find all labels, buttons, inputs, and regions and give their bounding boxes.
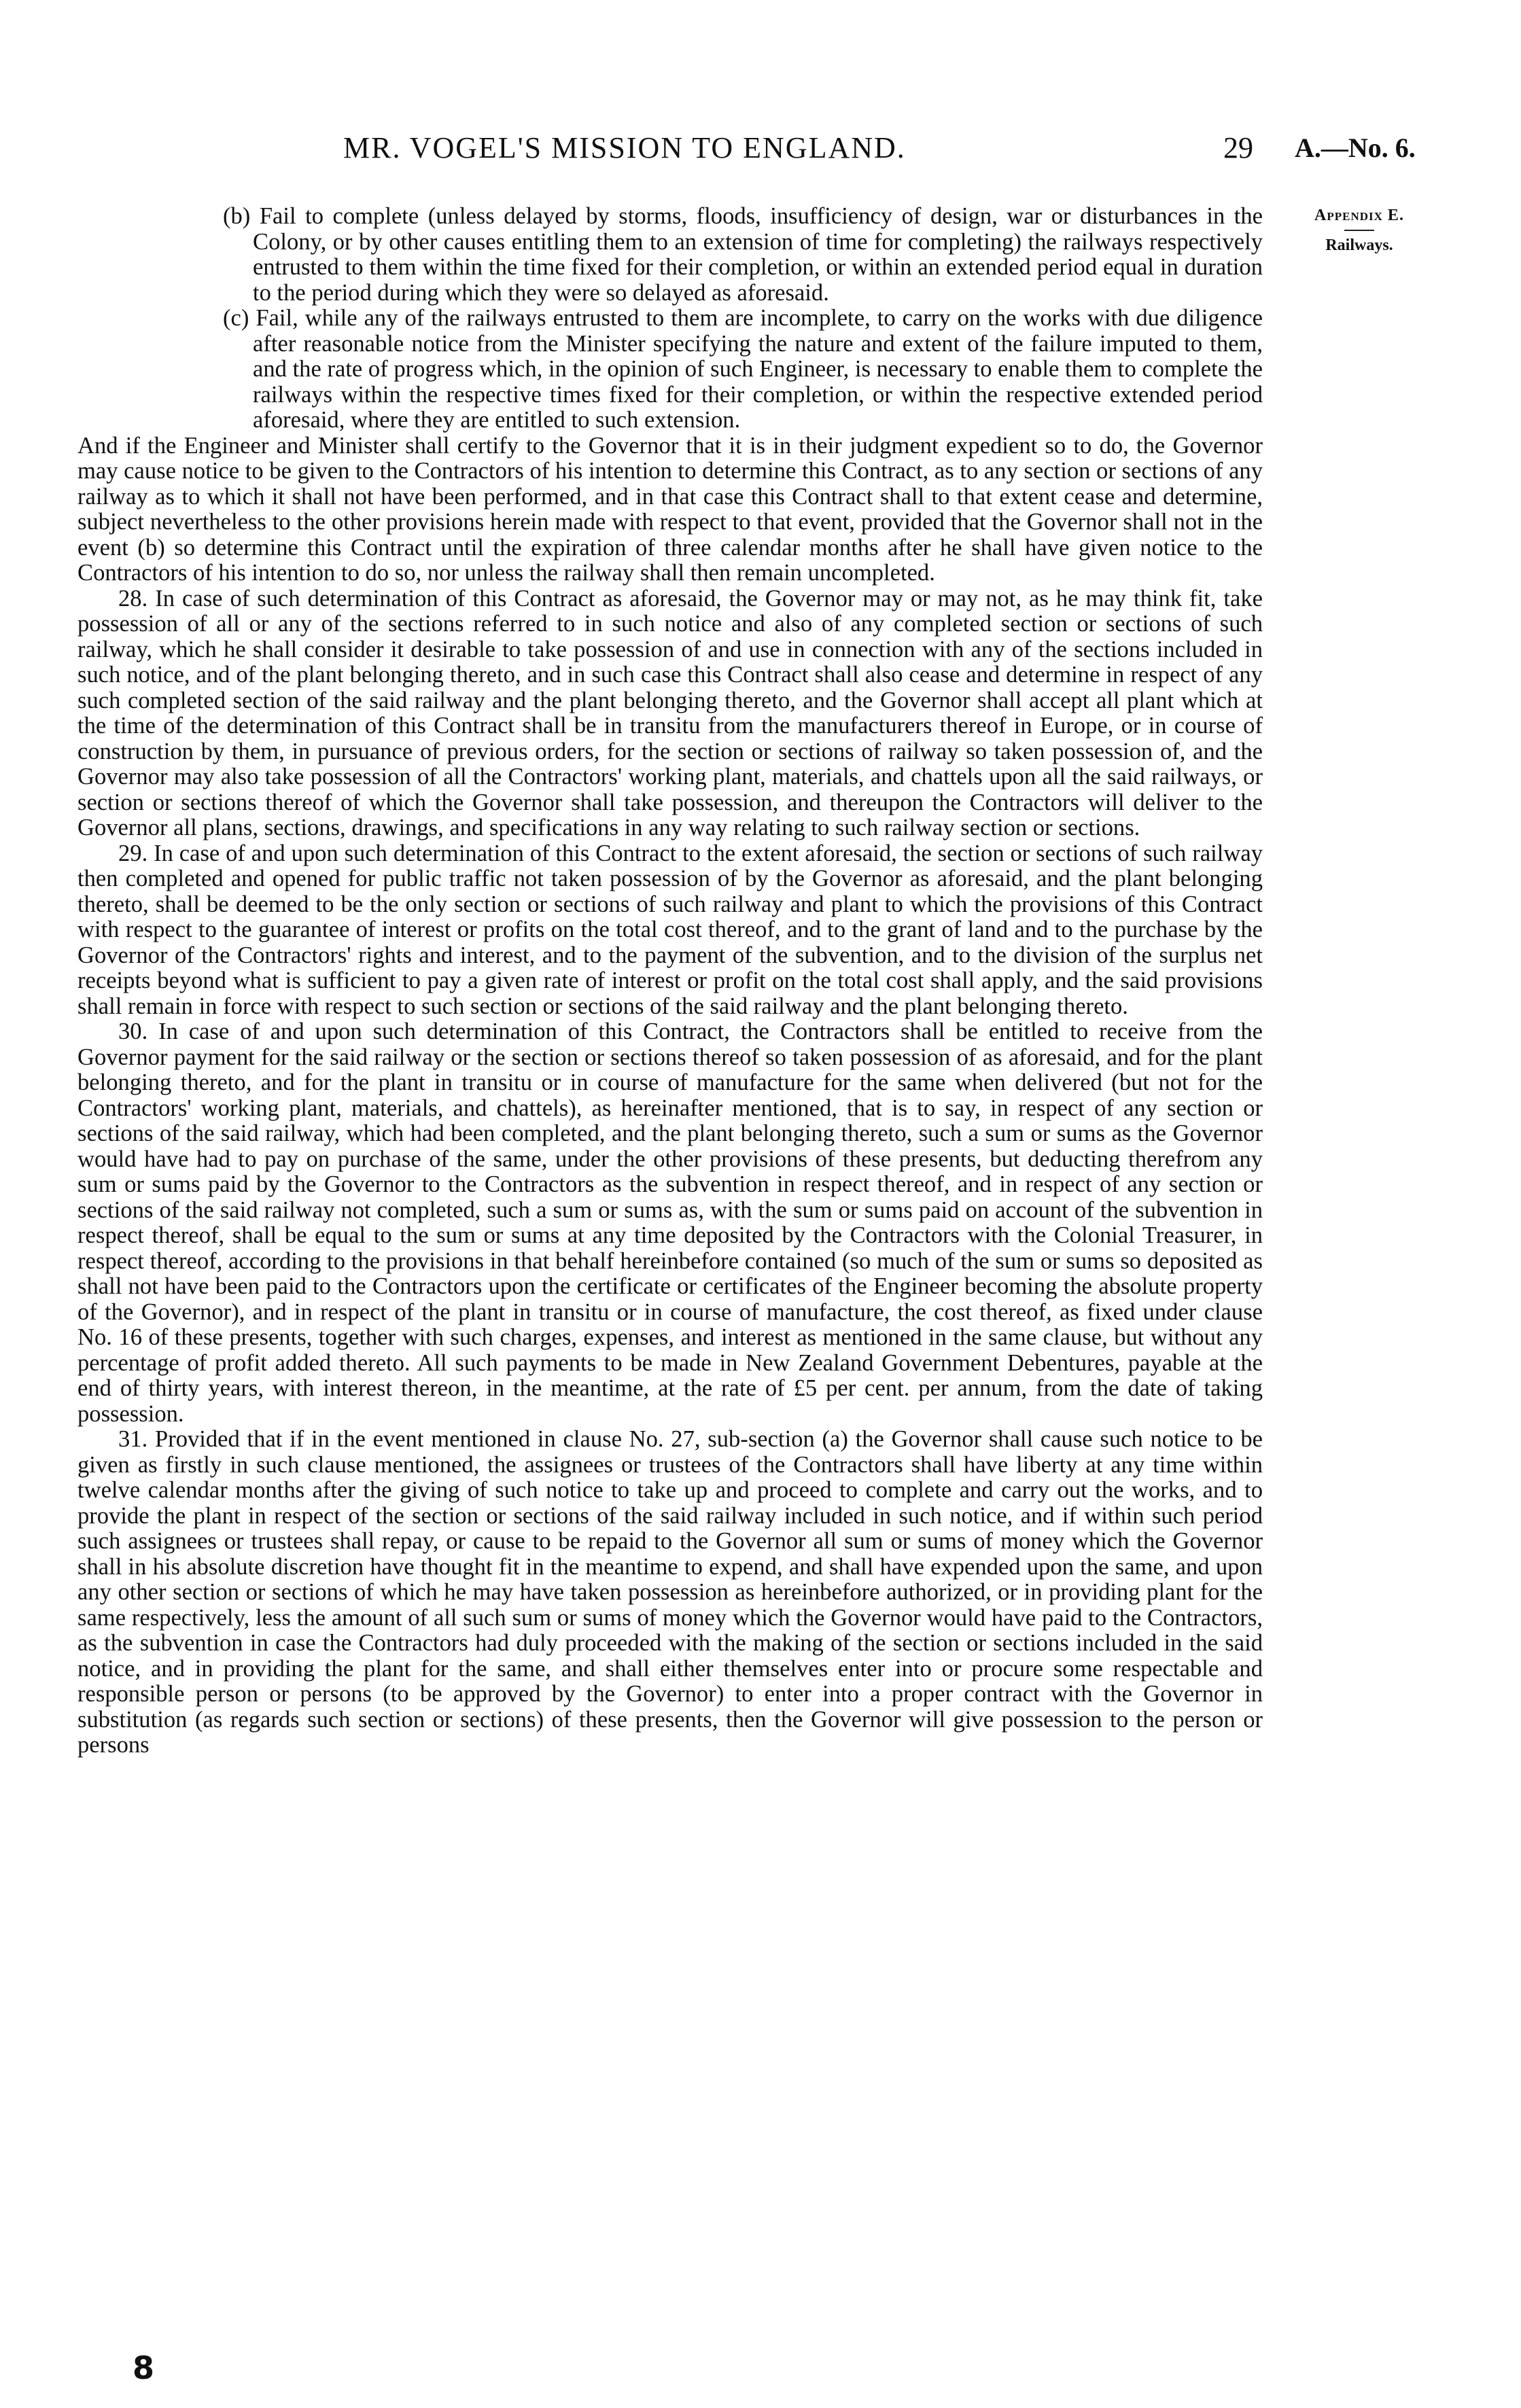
subsection-b: (b) Fail to complete (unless delayed by storms, floods, insufficiency of design, war or disturbances in the Colony, or by other causes entitling them to an extension of time for completing) the railways respectively entrusted to them within the time fixed for their completion, or within an extended period equal in duration to the period during which they were so delayed as aforesaid.: [223, 203, 1263, 306]
appendix-label: Appendix E.: [1314, 207, 1404, 224]
margin-rule: [1344, 230, 1374, 231]
page-header: [0, 130, 1521, 171]
running-title: MR. VOGEL'S MISSION TO ENGLAND.: [343, 131, 906, 164]
clause-31: 31. Provided that if in the event mentioned in clause No. 27, sub-section (a) the Governor shall cause such notice to be given as firstly in such clause mentioned, the assignees or trustees of the Contractors shall have liberty at any time within twelve calendar months after the giving of such notice to take up and proceed to complete and carry out the works, and to provide the plant in respect of the section or sections of the said railway included in such notice, and if within such period such assignees or trustees shall repay, or cause to be repaid to the Governor all sum or sums of money which the Governor shall in his absolute discretion have thought fit in the meantime to expend, and shall have expended upon the same, and upon any other section or sections of which he may have taken possession as hereinbefore authorized, or in providing plant for the same respectively, less the amount of all such sum or sums of money which the Governor would have paid to the Contractors, as the subvention in case the Contractors had duly proceeded with the making of the section or sections included in the said notice, and in providing the plant for the same, and shall either themselves enter into or procure some respectable and responsible person or persons (to be approved by the Governor) to enter into a proper contract with the Governor in substitution (as regards such section or sections) of these presents, then the Governor will give possession to the person or persons: [77, 1426, 1263, 1758]
paragraph-and-if: And if the Engineer and Minister shall certify to the Governor that it is in their judgment expedient so to do, the Governor may cause notice to be given to the Contractors of his intention to determine this Contract, as to any section or sections of any railway as to which it shall not have been performed, and in that case this Contract shall to that extent cease and determine, subject nevertheless to the other provisions herein made with respect to that event, provided that the Governor shall not in the event (b) so determine this Contract until the expiration of three calendar months after he shall have given notice to the Contractors of his intention to do so, nor unless the railway shall then remain uncompleted.: [77, 432, 1263, 586]
margin-note: [1284, 205, 1434, 255]
page-number: 29: [1223, 131, 1253, 164]
subsection-c: (c) Fail, while any of the railways entrusted to them are incomplete, to carry on the works with due diligence after reasonable notice from the Minister specifying the nature and extent of the failure imputed to them, and the rate of progress which, in the opinion of such Engineer, is necessary to enable them to complete the railways within the respective times fixed for their completion, or within the respective extended period aforesaid, where they are entitled to such extension.: [223, 305, 1263, 433]
body-text: [77, 204, 1263, 1758]
clause-28: 28. In case of such determination of this Contract as aforesaid, the Governor may or may not, as he may think fit, take possession of all or any of the sections referred to in such notice and also of any completed section or sections of such railway, which he shall consider it desirable to take possession of and use in connection with any of the sections included in such notice, and of the plant belonging thereto, and in such case this Contract shall also cease and determine in respect of any such completed section of the said railway and the plant belonging thereto, and the Governor shall accept all plant which at the time of the determination of this Contract shall be in transitu from the manufacturers thereof in Europe, or in course of construction by them, in pursuance of previous orders, for the section or sections of railway so taken possession of, and the Governor may also take possession of all the Contractors' working plant, materials, and chattels upon all the said railways, or section or sections thereof of which the Governor shall take possession, and thereupon the Contractors will deliver to the Governor all plans, sections, drawings, and specifications in any way relating to such railway section or sections.: [77, 585, 1263, 840]
signature-mark: 8: [133, 2350, 155, 2386]
subject-label: Railways.: [1325, 236, 1393, 254]
paper-reference: A.—No. 6.: [1295, 132, 1416, 163]
clause-30: 30. In case of and upon such determination of this Contract, the Contractors shall be entitled to receive from the Governor payment for the said railway or the section or sections thereof so taken possession of as aforesaid, and for the plant belonging thereto, and for the plant in transitu or in course of manufacture for the same when delivered (but not for the Contractors' working plant, materials, and chattels), as hereinafter mentioned, that is to say, in respect of any section or sections of the said railway, which had been completed, and the plant belonging thereto, such a sum or sums as the Governor would have had to pay on purchase of the same, under the other provisions of these presents, but deducting therefrom any sum or sums paid by the Governor to the Contractors as the subvention in respect thereof, and in respect of any section or sections of the said railway not completed, such a sum or sums as, with the sum or sums paid on account of the subvention in respect thereof, shall be equal to the sum or sums at any time deposited by the Contractors with the Colonial Treasurer, in respect thereof, according to the provisions in that behalf hereinbefore contained (so much of the sum or sums so deposited as shall not have been paid to the Contractors upon the certificate or certificates of the Engineer becoming the absolute property of the Governor), and in respect of the plant in transitu or in course of manufacture, the cost thereof, as fixed under clause No. 16 of these presents, together with such charges, expenses, and interest as mentioned in the same clause, but without any percentage of profit added thereto. All such payments to be made in New Zealand Government Debentures, payable at the end of thirty years, with interest thereon, in the meantime, at the rate of £5 per cent. per annum, from the date of taking possession.: [77, 1019, 1263, 1427]
clause-29: 29. In case of and upon such determination of this Contract to the extent aforesaid, the section or sections of such railway then completed and opened for public traffic not taken possession of by the Governor as aforesaid, and the plant belonging thereto, shall be deemed to be the only section or sections of such railway and plant to which the provisions of this Contract with respect to the guarantee of interest or profits on the total cost thereof, and to the grant of land and to the purchase by the Governor of the Contractors' rights and interest, and to the payment of the subvention, and to the division of the surplus net receipts beyond what is sufficient to pay a given rate of interest or profit on the total cost shall apply, and the said provisions shall remain in force with respect to such section or sections of the said railway and the plant belonging thereto.: [77, 840, 1263, 1019]
